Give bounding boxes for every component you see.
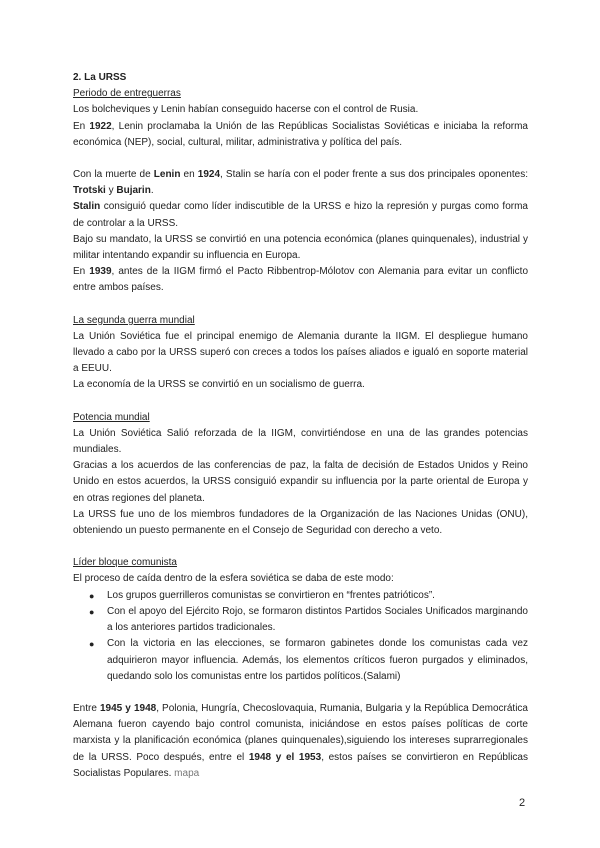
list-item: ● Con la victoria en las elecciones, se formaron gabinetes donde los comunistas cada vez adquirieron mayor influencia. Además, los elementos críticos fueron purgados y eliminados, quedando solo los comunistas entre los partidos políticos.(Salami)	[89, 638, 528, 682]
page-number: 2	[519, 797, 526, 809]
subsection-title-segunda-guerra: La segunda guerra mundial	[73, 314, 195, 326]
subsection-title-potencia-mundial: Potencia mundial	[73, 411, 150, 423]
bullet-icon: ●	[89, 639, 95, 650]
paragraph: Los bolcheviques y Lenin habían conseguido hacerse con el control de Rusia.	[73, 104, 419, 116]
paragraph: La Unión Soviética fue el principal enemigo de Alemania durante la IIGM. El despliegue humano llevado a cabo por la URSS superó con creces a todos los países aliados e igualó en soporte material a EEUU.	[73, 330, 528, 375]
paragraph: En 1939, antes de la IIGM firmó el Pacto Ribbentrop-Mólotov con Alemania para evitar un conflicto entre ambos países.	[73, 266, 529, 294]
subsection-title-lider-bloque: Líder bloque comunista	[73, 557, 177, 569]
bullet-list	[73, 588, 528, 685]
paragraph: Entre 1945 y 1948, Polonia, Hungría, Checoslovaquia, Rumania, Bulgaria y la República Democrática Alemana fueron cayendo bajo control comunista, iniciándose en estos países políticas de corte marxista y la planificación económica (planes quinquenales),siguiendo los intereses suprarregionales de la URSS. Poco después, entre el 1948 y el 1953, estos países se convirtieron en Repúblicas Socialistas Populares. mapa	[73, 702, 528, 779]
paragraph: Con la muerte de Lenin en 1924, Stalin se haría con el poder frente a sus dos principales oponentes: Trotski y Bujarin.	[73, 169, 528, 197]
paragraph: Stalin consiguió quedar como líder indiscutible de la URSS e hizo la represión y purgas como forma de controlar a la URSS.	[73, 201, 528, 229]
bullet-icon: ●	[89, 590, 95, 601]
subsection-title-entreguerras: Periodo de entreguerras	[73, 88, 181, 100]
bullet-icon: ●	[89, 606, 95, 617]
paragraph: El proceso de caída dentro de la esfera soviética se daba de este modo:	[73, 573, 394, 585]
paragraph: Gracias a los acuerdos de las conferencias de paz, la falta de decisión de Estados Unidos y Reino Unido en estos acuerdos, la URSS consiguió expandir su influencia por la parte oriental de Europa y en otras regiones del planeta.	[73, 460, 528, 504]
map-link[interactable]: mapa	[174, 767, 200, 779]
list-item: ● Con el apoyo del Ejército Rojo, se formaron distintos Partidos Sociales Unificados marginando a los anteriores partidos tradicionales.	[89, 605, 528, 634]
document-page	[73, 70, 528, 782]
paragraph: La URSS fue uno de los miembros fundadores de la Organización de las Naciones Unidas (ONU), obteniendo un puesto permanente en el Consejo de Seguridad con derecho a veto.	[73, 508, 528, 537]
paragraph: En 1922, Lenin proclamaba la Unión de las Repúblicas Socialistas Soviéticas e iniciaba la reforma económica (NEP), social, cultural, militar, administrativa y política del país.	[73, 120, 528, 148]
section-title: 2. La URSS	[73, 72, 127, 83]
list-item: ● Los grupos guerrilleros comunistas se convirtieron en “frentes patrióticos”.	[73, 588, 528, 604]
paragraph: La economía de la URSS se convirtió en un socialismo de guerra.	[73, 379, 365, 391]
paragraph: La Unión Soviética Salió reforzada de la IIGM, convirtiéndose en una de las grandes potencias mundiales.	[73, 427, 528, 456]
paragraph: Bajo su mandato, la URSS se convirtió en una potencia económica (planes quinquenales), industrial y militar intentando expandir su influencia en Europa.	[73, 233, 528, 262]
